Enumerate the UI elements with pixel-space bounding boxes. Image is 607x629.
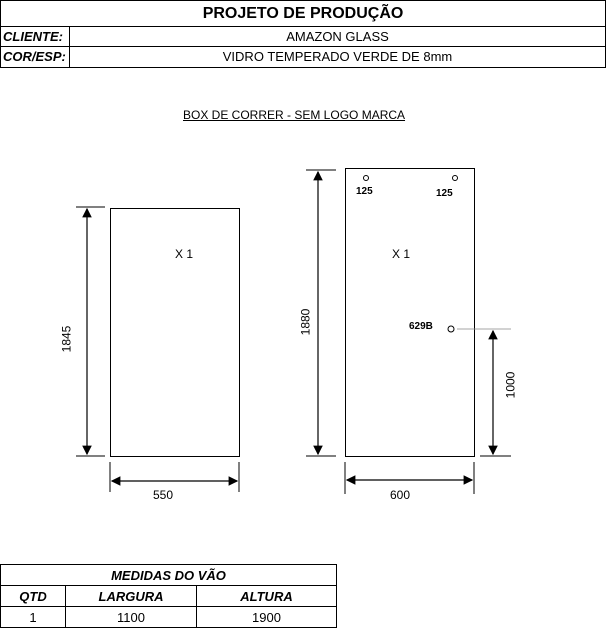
hole-top-right [453,176,458,181]
hole-side-label: 629B [409,321,433,332]
hole-side [448,326,454,332]
table-row [1,607,337,628]
panel-left-width-label: 550 [153,488,174,502]
table-cell-qtd: 1 [1,607,66,628]
cor-value: VIDRO TEMPERADO VERDE DE 8mm [222,49,453,64]
hole-top-left [364,176,369,181]
cor-label: COR/ESP: [1,47,70,67]
panel-right-quantity: X 1 [392,247,411,261]
cliente-value: AMAZON GLASS [286,29,389,44]
panel-right-height-label: 1880 [298,308,313,336]
table-header-qtd: QTD [1,586,66,607]
table-title: MEDIDAS DO VÃO [1,565,337,586]
page-title: PROJETO DE PRODUÇÃO [0,0,606,26]
panel-right-outline [346,169,475,457]
hole-top-right-label: 125 [436,188,453,199]
drawing-subtitle: BOX DE CORRER - SEM LOGO MARCA [183,108,406,122]
table-cell-altura: 1900 [197,607,337,628]
table-cell-largura: 1100 [66,607,197,628]
panel-right-width-label: 600 [390,488,411,502]
panel-left-quantity: X 1 [175,247,194,261]
hole-top-left-label: 125 [356,186,373,197]
cliente-label: CLIENTE: [1,27,70,46]
hole-height-label: 1000 [503,371,518,399]
panel-left-outline [111,209,240,457]
table-header-largura: LARGURA [66,586,197,607]
table-header-altura: ALTURA [197,586,337,607]
measurements-table [0,564,337,628]
panel-left-height-label: 1845 [59,325,74,353]
